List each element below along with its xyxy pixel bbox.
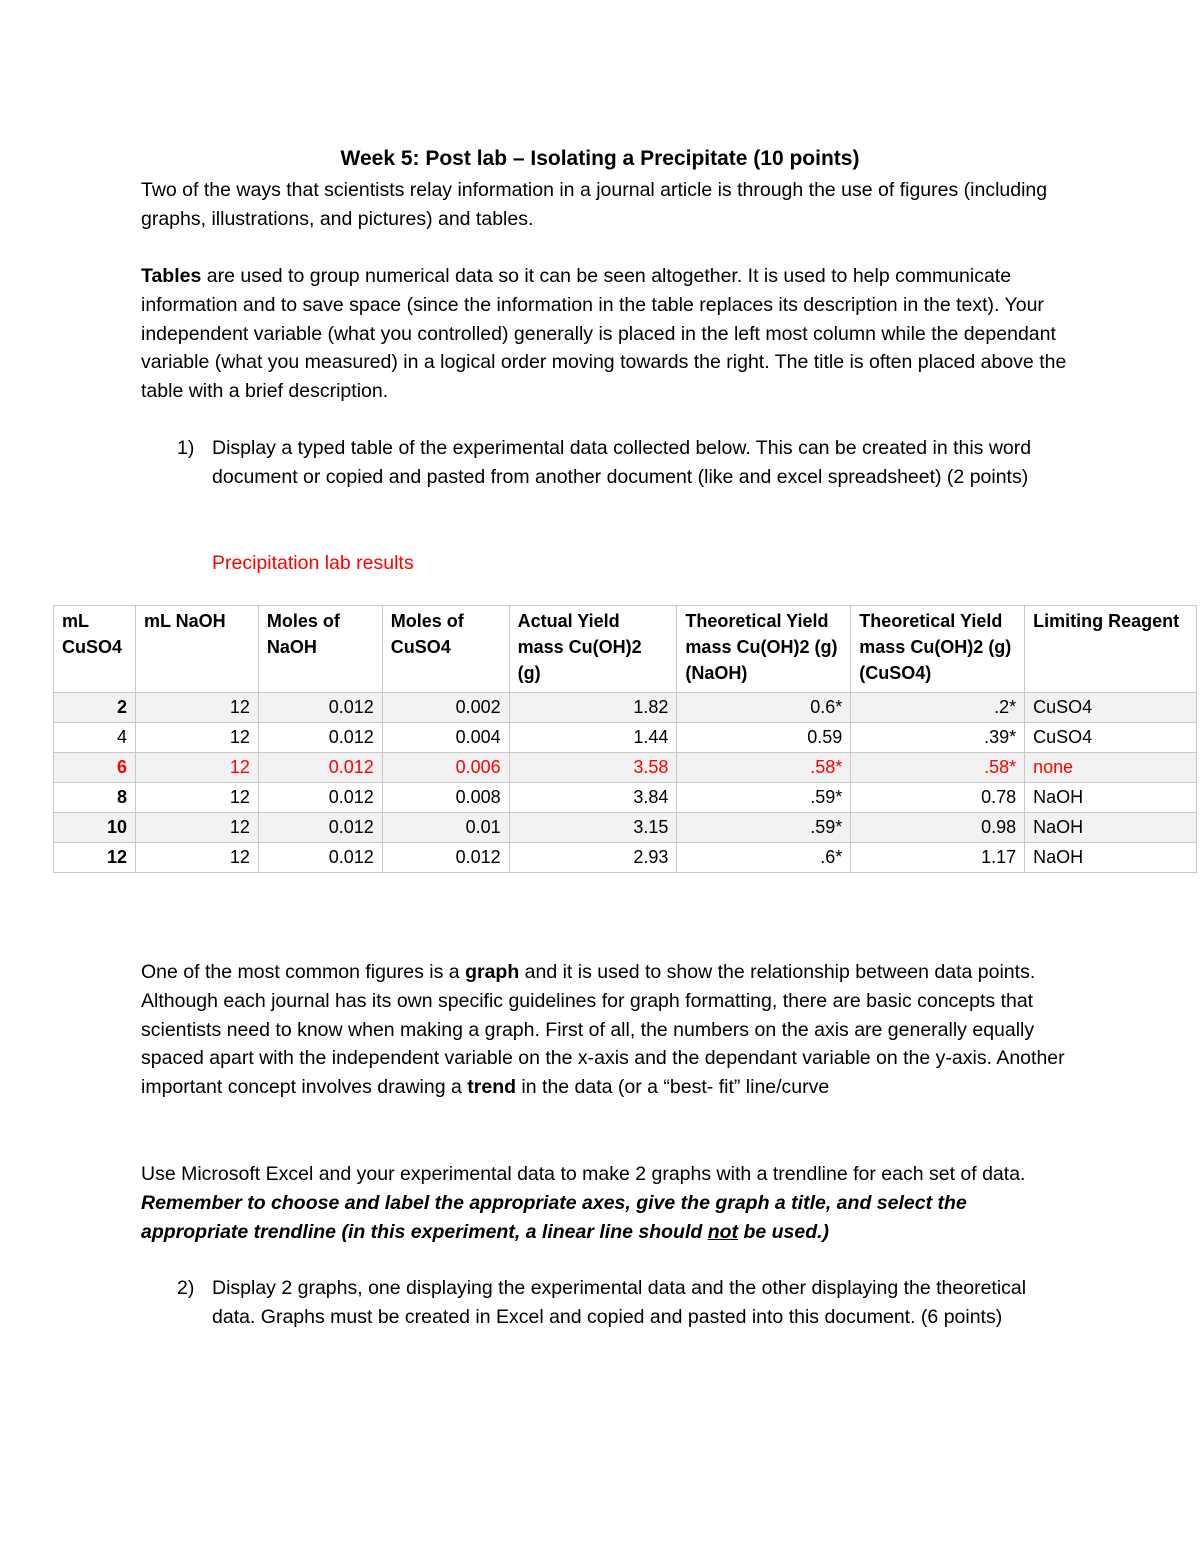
list-number-1: 1): [177, 437, 195, 459]
table-cell: 1.44: [509, 723, 677, 753]
table-row: [54, 723, 1197, 753]
table-cell: 6: [54, 753, 136, 783]
table-cell: 2: [54, 693, 136, 723]
header-ml-cuso4: mL CuSO4: [54, 606, 136, 693]
table-cell: 10: [54, 813, 136, 843]
table-cell: 0.012: [258, 723, 382, 753]
table-cell: .39*: [851, 723, 1025, 753]
table-row-highlighted: [54, 753, 1197, 783]
graph-paragraph: [141, 958, 1071, 1102]
table-cell: .59*: [677, 813, 851, 843]
table-cell: 0.98: [851, 813, 1025, 843]
table-caption: Precipitation lab results: [212, 552, 414, 574]
tables-term: Tables: [141, 265, 202, 287]
table-cell: .6*: [677, 843, 851, 873]
table-cell: 12: [135, 753, 258, 783]
table-cell: 0.012: [258, 693, 382, 723]
header-moles-naoh: Moles of NaOH: [258, 606, 382, 693]
table-cell: 12: [135, 813, 258, 843]
table-cell: 0.012: [258, 753, 382, 783]
table-cell: 1.82: [509, 693, 677, 723]
graph-term: graph: [465, 961, 520, 983]
not-underlined: not: [707, 1220, 739, 1243]
header-actual-yield: Actual Yield mass Cu(OH)2 (g): [509, 606, 677, 693]
page-title: Week 5: Post lab – Isolating a Precipitate (10 points): [340, 147, 860, 170]
table-cell: 0.004: [382, 723, 509, 753]
table-cell: 3.58: [509, 753, 677, 783]
table-cell: 3.15: [509, 813, 677, 843]
intro-paragraph: Two of the ways that scientists relay information in a journal article is through the use of figures (including graphs, illustrations, and pictures) and tables.: [141, 179, 1048, 230]
list-text-2: Display 2 graphs, one displaying the experimental data and the other displaying the theoretical data. Graphs must be created in Excel and copied and pasted into this document. (6 points): [212, 1277, 1027, 1328]
table-cell: none: [1025, 753, 1197, 783]
excel-instructions: [141, 1192, 967, 1243]
table-cell: NaOH: [1025, 843, 1197, 873]
table-cell: 0.002: [382, 693, 509, 723]
table-cell: 12: [135, 723, 258, 753]
header-moles-cuso4: Moles of CuSO4: [382, 606, 509, 693]
trend-term: trend: [467, 1076, 517, 1099]
graph-text-2: and it is used to show the relationship between data points. Although each journal has its own specific guidelines for graph formatting, there are basic concepts that scientists need to know when making a graph. First of all, the numbers on the axis are generally equally spaced apart with the independent variable on the x-axis and the dependant variable on the y-axis. Another important concept involves drawing a: [141, 961, 1065, 1099]
table-cell: 0.006: [382, 753, 509, 783]
excel-text: Use Microsoft Excel and your experimental data to make 2 graphs with a trendline for each set of data.: [141, 1163, 1026, 1185]
table-cell: 0.012: [382, 843, 509, 873]
table-row: [54, 813, 1197, 843]
table-cell: 1.17: [851, 843, 1025, 873]
graph-text-3: in the data (or a “best- fit” line/curve: [516, 1076, 830, 1099]
results-table: [53, 605, 1197, 873]
table-cell: CuSO4: [1025, 693, 1197, 723]
table-cell: 12: [135, 693, 258, 723]
table-cell: 0.01: [382, 813, 509, 843]
list-text-1: Display a typed table of the experimental data collected below. This can be created in this word document or copied and pasted from another document (like and excel spreadsheet) (2 points): [212, 437, 1032, 488]
table-cell: 12: [135, 843, 258, 873]
table-cell: 0.012: [258, 783, 382, 813]
table-cell: 12: [54, 843, 136, 873]
table-cell: 2.93: [509, 843, 677, 873]
table-cell: .2*: [851, 693, 1025, 723]
table-row: [54, 693, 1197, 723]
excel-emph-2: be used.): [738, 1220, 830, 1243]
header-ml-naoh: mL NaOH: [135, 606, 258, 693]
table-cell: 0.6*: [677, 693, 851, 723]
table-cell: CuSO4: [1025, 723, 1197, 753]
table-cell: 4: [54, 723, 136, 753]
excel-emph-1: Remember to choose and label the appropriate axes, give the graph a title, and select the appropriate trendline (in this experiment, a linear line should: [141, 1191, 967, 1243]
table-cell: NaOH: [1025, 813, 1197, 843]
table-cell: 0.012: [258, 843, 382, 873]
table-cell: .59*: [677, 783, 851, 813]
table-cell: 0.012: [258, 813, 382, 843]
tables-paragraph: [141, 262, 1071, 406]
table-cell: 0.78: [851, 783, 1025, 813]
tables-text: are used to group numerical data so it can be seen altogether. It is used to help communicate information and to save space (since the information in the table replaces its description in the text). Your independent variable (what you controlled) generally is placed in the left most column while the dependant variable (what you measured) in a logical order moving towards the right. The title is often placed above the table with a brief description.: [141, 265, 1067, 403]
table-header-row: [54, 606, 1197, 693]
table-row: [54, 843, 1197, 873]
table-cell: 0.59: [677, 723, 851, 753]
list-number-2: 2): [177, 1277, 195, 1299]
table-cell: 0.008: [382, 783, 509, 813]
table-cell: 8: [54, 783, 136, 813]
table-cell: 3.84: [509, 783, 677, 813]
table-cell: NaOH: [1025, 783, 1197, 813]
header-limiting-reagent: Limiting Reagent: [1025, 606, 1197, 693]
excel-paragraph: [141, 1160, 1071, 1246]
header-theoretical-yield-cuso4: Theoretical Yield mass Cu(OH)2 (g) (CuSO4): [851, 606, 1025, 693]
table-row: [54, 783, 1197, 813]
table-cell: 12: [135, 783, 258, 813]
header-theoretical-yield-naoh: Theoretical Yield mass Cu(OH)2 (g) (NaOH): [677, 606, 851, 693]
graph-text-1: One of the most common figures is a: [141, 961, 466, 983]
table-cell: .58*: [851, 753, 1025, 783]
table-cell: .58*: [677, 753, 851, 783]
